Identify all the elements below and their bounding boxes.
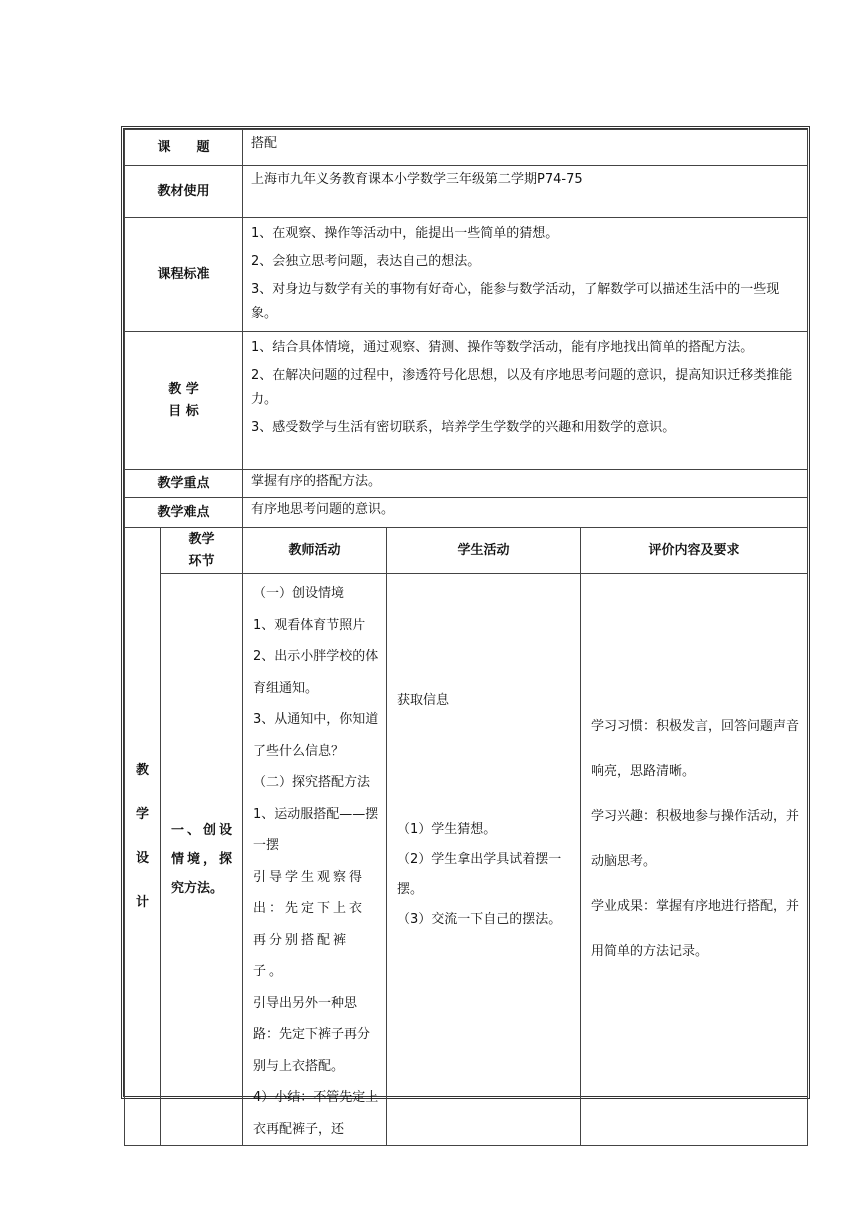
header-stage-line: 教学 bbox=[188, 531, 215, 547]
row-topic bbox=[125, 130, 808, 166]
design-label-char: 计 bbox=[135, 894, 149, 910]
evaluation-line: 学业成果：掌握有序地进行搭配，并用简单的方法记录。 bbox=[591, 899, 800, 959]
student-activity-cell bbox=[387, 574, 581, 1146]
evaluation-line: 学习习惯：积极发言，回答问题声音响亮，思路清晰。 bbox=[591, 719, 800, 779]
teacher-line: （一）创设情境 bbox=[253, 586, 345, 601]
goals-value bbox=[243, 332, 808, 470]
evaluation-cell bbox=[581, 574, 808, 1146]
design-label-char: 学 bbox=[135, 806, 149, 822]
standards-item: 2、会独立思考问题，表达自己的想法。 bbox=[251, 254, 481, 269]
key-point-value: 掌握有序的搭配方法。 bbox=[243, 470, 808, 498]
header-stage-line: 环节 bbox=[188, 553, 215, 569]
student-list bbox=[397, 815, 576, 935]
student-line: （1）学生猜想。 bbox=[397, 822, 497, 837]
standards-item: 3、对身边与数学有关的事物有好奇心，能参与数学活动，了解数学可以描述生活中的一些现象。 bbox=[251, 282, 780, 321]
evaluation-line: 学习兴趣：积极地参与操作活动，并动脑思考。 bbox=[591, 809, 800, 869]
lesson-plan-table bbox=[124, 129, 808, 1146]
teacher-line: 引导学生观察得出：先定下上衣再分别搭配裤子。 bbox=[253, 869, 366, 979]
textbook-label: 教材使用 bbox=[125, 166, 243, 218]
teacher-activity-cell bbox=[243, 574, 387, 1146]
row-difficulty bbox=[125, 498, 808, 528]
header-student: 学生活动 bbox=[387, 528, 581, 574]
topic-label: 课 题 bbox=[125, 130, 243, 166]
design-label-char: 设 bbox=[135, 850, 149, 866]
goals-label-line: 目 标 bbox=[168, 403, 199, 419]
header-teacher: 教师活动 bbox=[243, 528, 387, 574]
textbook-value: 上海市九年义务教育课本小学数学三年级第二学期P74-75 bbox=[243, 166, 808, 218]
row-goals bbox=[125, 332, 808, 470]
design-header-row bbox=[125, 528, 808, 574]
standards-item: 1、在观察、操作等活动中，能提出一些简单的猜想。 bbox=[251, 226, 559, 241]
goals-label bbox=[125, 332, 243, 470]
header-eval: 评价内容及要求 bbox=[581, 528, 808, 574]
stage-cell: 一、创设情境，探究方法。 bbox=[161, 574, 243, 1146]
student-line: （2）学生拿出学具试着摆一摆。 bbox=[397, 852, 562, 897]
goals-item: 3、感受数学与生活有密切联系，培养学生学数学的兴趣和用数学的意识。 bbox=[251, 420, 676, 435]
teacher-line: 1、运动服搭配——摆一摆 bbox=[253, 806, 379, 853]
design-label-char: 教 bbox=[135, 762, 149, 778]
standards-label: 课程标准 bbox=[125, 218, 243, 332]
teacher-line: 引导出另外一种思路：先定下裤子再分别与上衣搭配。 bbox=[253, 995, 371, 1074]
design-body-row bbox=[125, 574, 808, 1146]
difficulty-value: 有序地思考问题的意识。 bbox=[243, 498, 808, 528]
teacher-line: 2、出示小胖学校的体育组通知。 bbox=[253, 649, 379, 696]
standards-value bbox=[243, 218, 808, 332]
evaluation-list bbox=[591, 704, 803, 974]
teacher-line: 1、观看体育节照片 bbox=[253, 617, 366, 633]
header-stage bbox=[161, 528, 243, 574]
teacher-line: 3、从通知中，你知道了些什么信息？ bbox=[253, 712, 379, 759]
design-label bbox=[125, 528, 161, 1146]
goals-item: 1、结合具体情境，通过观察、猜测、操作等数学活动，能有序地找出简单的搭配方法。 bbox=[251, 340, 754, 355]
goals-item: 2、在解决问题的过程中，渗透符号化思想，以及有序地思考问题的意识，提高知识迁移类推能力。 bbox=[251, 368, 793, 407]
teacher-line: 4）小结：不管先定上衣再配裤子，还 bbox=[253, 1090, 379, 1137]
row-standards bbox=[125, 218, 808, 332]
topic-value: 搭配 bbox=[243, 130, 808, 166]
student-line: （3）交流一下自己的摆法。 bbox=[397, 912, 562, 927]
difficulty-label: 教学难点 bbox=[125, 498, 243, 528]
row-key-point bbox=[125, 470, 808, 498]
student-line: 获取信息 bbox=[397, 693, 450, 708]
teacher-line: （二）探究搭配方法 bbox=[253, 775, 371, 790]
row-textbook bbox=[125, 166, 808, 218]
goals-label-line: 教 学 bbox=[168, 381, 199, 397]
key-point-label: 教学重点 bbox=[125, 470, 243, 498]
